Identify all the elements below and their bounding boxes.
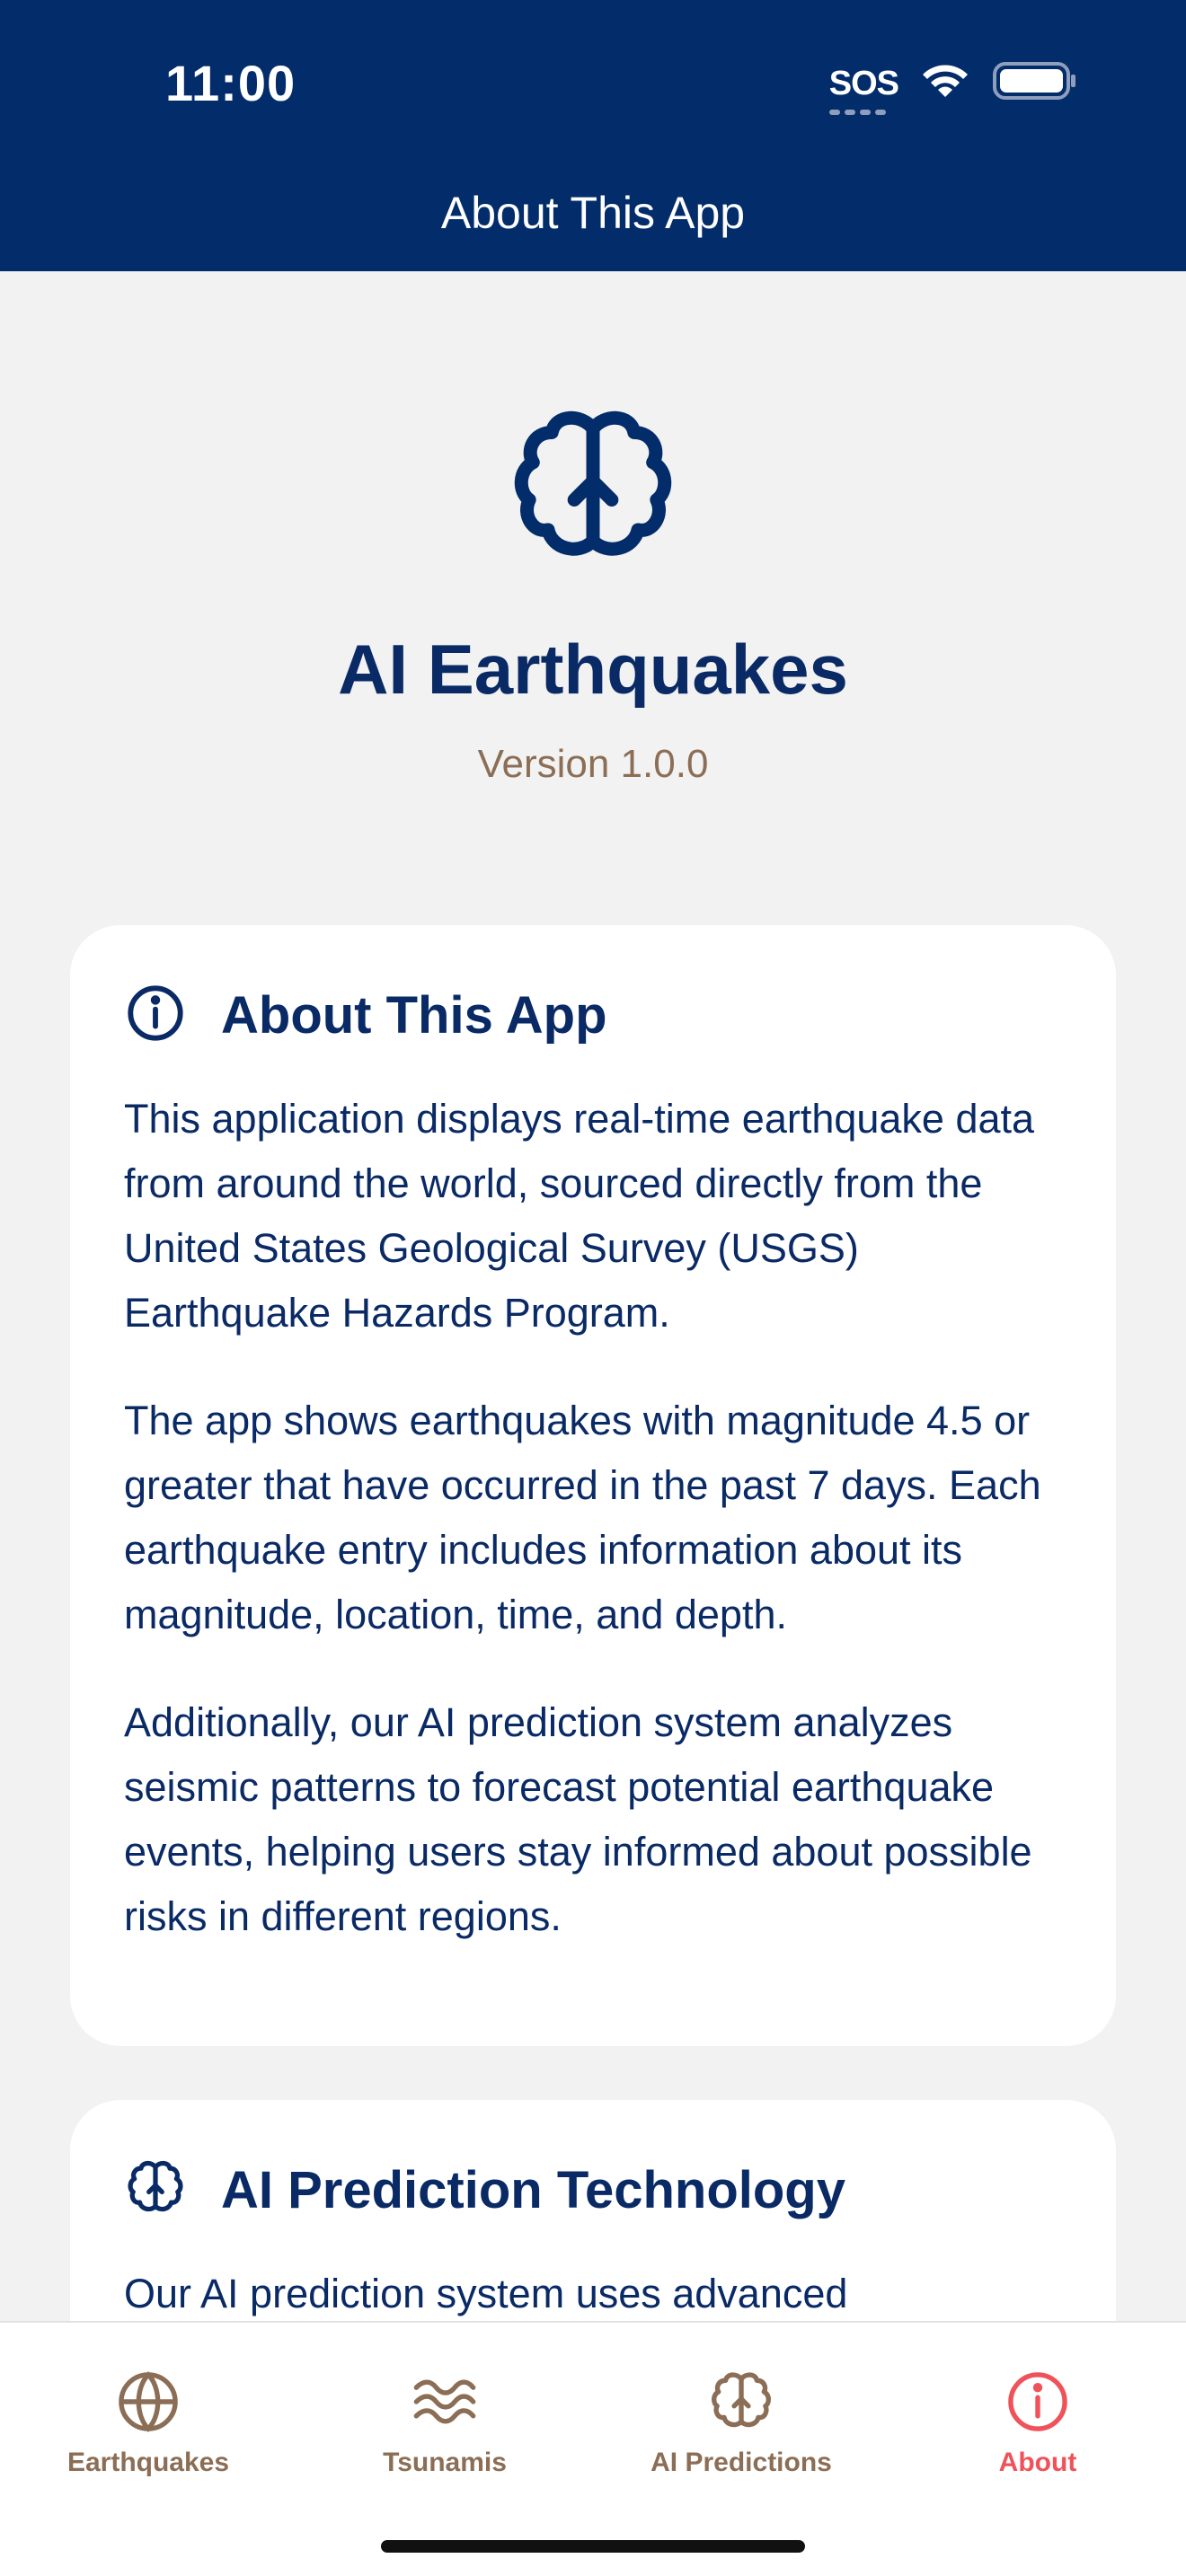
card-title: AI Prediction Technology	[221, 2160, 845, 2219]
sos-indicator	[829, 66, 898, 101]
tab-about[interactable]	[890, 2368, 1186, 2478]
info-icon	[1004, 2368, 1072, 2440]
app-name: AI Earthquakes	[338, 630, 848, 709]
paragraph: Our AI prediction system uses advanced	[124, 2271, 848, 2316]
card-body	[124, 2262, 1062, 2326]
card-header	[124, 2154, 1062, 2226]
tab-label: AI Predictions	[651, 2448, 832, 2477]
signal-dots	[829, 110, 886, 115]
sos-label: SOS	[828, 64, 898, 102]
paragraph: The app shows earthquakes with magnitude 4.5 or greater that have occurred in the past 7 days. Each earthquake entry includes information about its magnitude, location, time, and depth.	[124, 1398, 1041, 1637]
tab-bar	[0, 2321, 1186, 2576]
battery-icon	[992, 59, 1078, 107]
tab-ai-predictions[interactable]	[593, 2368, 890, 2478]
home-indicator	[381, 2540, 805, 2553]
paragraph: Additionally, our AI prediction system analyzes seismic patterns to forecast potential earthquake events, helping users stay informed about possible risks in different regions.	[124, 1699, 1032, 1939]
nav-title: About This App	[440, 188, 746, 238]
tab-tsunamis[interactable]	[296, 2368, 593, 2478]
paragraph: This application displays real-time earthquake data from around the world, sourced directly from the United States Geological Survey (USGS) Earthquake Hazards Program.	[124, 1096, 1035, 1336]
tab-label: Tsunamis	[383, 2448, 507, 2477]
card-body	[124, 1087, 1062, 1949]
globe-icon	[114, 2368, 182, 2440]
card-header	[124, 979, 1062, 1051]
waves-icon	[411, 2368, 479, 2440]
app-version: Version 1.0.0	[477, 742, 709, 786]
info-icon	[124, 982, 187, 1049]
app-header	[0, 0, 1186, 271]
about-card	[70, 925, 1116, 2046]
wifi-icon	[918, 61, 972, 105]
tab-label: Earthquakes	[66, 2448, 230, 2477]
status-icons	[829, 59, 1078, 107]
tab-label: About	[998, 2448, 1077, 2477]
brain-icon	[503, 399, 683, 578]
brain-icon	[124, 2157, 187, 2224]
brain-icon	[707, 2368, 775, 2440]
card-title: About This App	[221, 985, 607, 1045]
status-time: 11:00	[165, 55, 296, 111]
tab-earthquakes[interactable]	[0, 2368, 296, 2478]
